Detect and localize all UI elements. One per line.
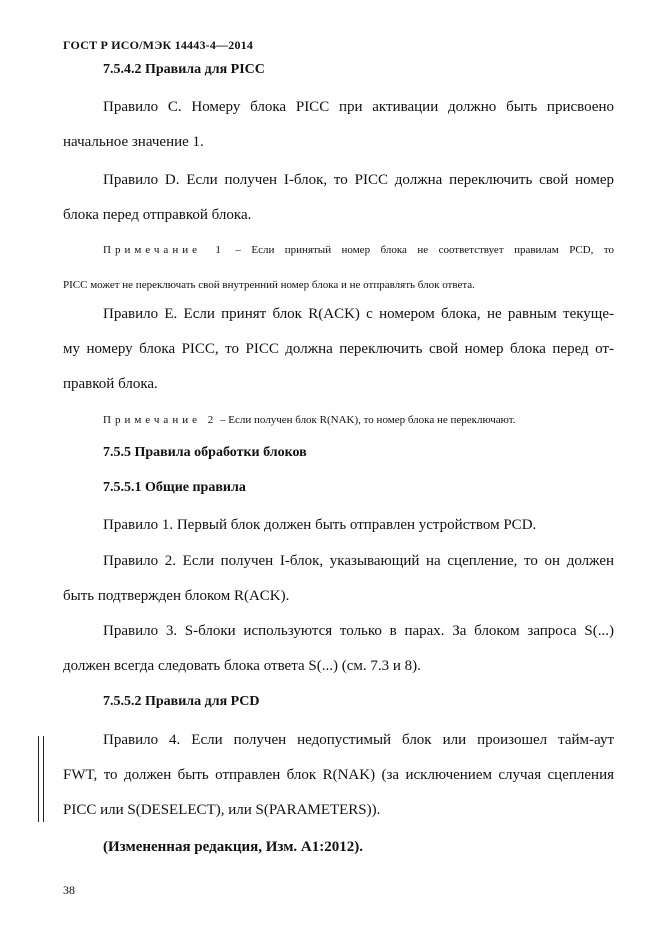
rule-1-paragraph xyxy=(63,508,614,543)
rule-c-paragraph xyxy=(63,90,614,160)
rule-2-paragraph xyxy=(63,544,614,614)
rule-4-paragraph xyxy=(63,723,614,828)
section-title-7-5-5-1: 7.5.5.1 Общие правила xyxy=(103,480,246,495)
change-bar-2 xyxy=(43,736,44,822)
section-title-7-5-5: 7.5.5 Правила обработки блоков xyxy=(103,445,307,460)
rule-e-line-1: Правило Е. Если принят блок R(ACK) с номером блока, не равным текуще- xyxy=(103,306,614,322)
rule-e-line-2: му номеру блока PICC, то PICC должна переключить свой номер блока перед от- xyxy=(63,341,614,357)
rule-4-line-1: Правило 4. Если получен недопустимый блок или произошел тайм-аут xyxy=(103,732,614,748)
note-2-text: – Если получен блок R(NAK), то номер блока не переключают. xyxy=(217,414,516,426)
rule-1-line: Правило 1. Первый блок должен быть отправлен устройством PCD. xyxy=(103,517,537,533)
note-1-label: Примечание 1 xyxy=(103,244,225,256)
change-bar-1 xyxy=(38,736,39,822)
rule-c-line-1: Правило С. Номеру блока PICC при активации должно быть присвоено xyxy=(103,99,614,115)
document-header: ГОСТ Р ИСО/МЭК 14443-4—2014 xyxy=(63,38,254,52)
rule-c-line-2: начальное значение 1. xyxy=(63,134,204,150)
section-title-7-5-4-2: 7.5.4.2 Правила для PICC xyxy=(103,62,265,77)
rule-2-line-1: Правило 2. Если получен I-блок, указывающий на сцепление, то он должен xyxy=(103,553,614,569)
note-2-label: Примечание 2 xyxy=(103,414,218,426)
rule-d-line-1: Правило D. Если получен I-блок, то PICC должна переключить свой номер xyxy=(103,172,614,188)
rule-e-line-3: правкой блока. xyxy=(63,376,158,392)
amendment-note: (Измененная редакция, Изм. А1:2012). xyxy=(103,839,364,855)
rule-e-paragraph xyxy=(63,297,614,402)
section-title-7-5-5-2: 7.5.5.2 Правила для PCD xyxy=(103,694,260,709)
rule-3-line-1: Правило 3. S-блоки используются только в парах. За блоком запроса S(...) xyxy=(103,623,614,639)
change-bars xyxy=(38,736,46,822)
page-number: 38 xyxy=(63,883,75,897)
rule-4-line-3: PICC или S(DESELECT), или S(PARAMETERS)). xyxy=(63,802,381,818)
note-2-line xyxy=(63,403,614,438)
rule-3-paragraph xyxy=(63,614,614,684)
rule-3-line-2: должен всегда следовать блока ответа S(...) (см. 7.3 и 8). xyxy=(63,658,421,674)
note-1-line-1 xyxy=(63,233,614,268)
rule-4-line-2: FWT, то должен быть отправлен блок R(NAK) (за исключением случая сцепления xyxy=(63,767,614,783)
rule-d-line-2: блока перед отправкой блока. xyxy=(63,207,252,223)
rule-d-paragraph xyxy=(63,163,614,233)
note-1 xyxy=(63,233,614,303)
note-2 xyxy=(63,403,614,438)
note-1-line-2: PICC может не переключать свой внутренний номер блока и не отправлять блок ответа. xyxy=(63,279,475,291)
rule-2-line-2: быть подтвержден блоком R(ACK). xyxy=(63,588,290,604)
note-1-text-1: – Если принятый номер блока не соответствует правилам PCD, то xyxy=(224,244,614,256)
